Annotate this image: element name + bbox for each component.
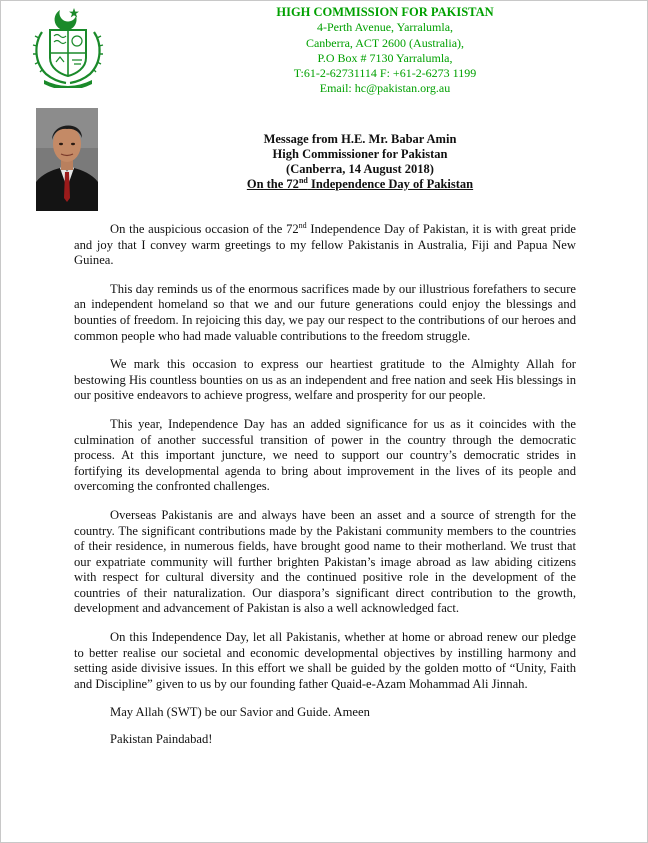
paragraph-text: On the auspicious occasion of the 72 xyxy=(110,222,299,236)
message-title xyxy=(210,132,510,192)
paragraph-sup: nd xyxy=(298,220,307,230)
title-occasion-sup: nd xyxy=(298,175,308,185)
title-occasion xyxy=(210,177,510,192)
paragraph xyxy=(74,222,576,269)
paragraph: On this Independence Day, let all Pakistanis, whether at home or abroad renew our pledge to better realise our societal and economic developmental objectives by instilling harmony and setting aside divisive issues. In this effort we shall be guided by the golden motto of “Unity, Faith and Discipline” given to us by our founding father Quaid-e-Azam Mohammad Ali Jinnah. xyxy=(74,630,576,691)
title-line: High Commissioner for Pakistan xyxy=(272,147,448,161)
letterhead xyxy=(240,5,530,97)
title-line: Message from H.E. Mr. Babar Amin xyxy=(263,132,457,146)
address-line: P.O Box # 7130 Yarralumla, xyxy=(317,50,453,65)
paragraph: We mark this occasion to express our heartiest gratitude to the Almighty Allah for bestowing His countless bounties on us as an independent and free nation and seek His blessings in our positive endeavors to achieve progress, welfare and prosperity for our people. xyxy=(74,357,576,403)
paragraph: This day reminds us of the enormous sacrifices made by our illustrious forefathers to secure an independent homeland so that we and our future generations could enjoy the blessings and bounties of freedom. In rejoicing this day, we pay our respect to the contributions of our heroes and common people who had made valuable contributions to the freedom struggle. xyxy=(74,281,576,343)
message-body xyxy=(74,222,576,759)
address-line: 4-Perth Avenue, Yarralumla, xyxy=(316,20,454,35)
phone-fax: T:61-2-62731114 F: +61-2-6273 1199 xyxy=(293,66,477,81)
address-line: Canberra, ACT 2600 (Australia), xyxy=(305,35,465,50)
closing-line: Pakistan Paindabad! xyxy=(110,732,213,747)
pakistan-state-emblem-icon xyxy=(30,6,106,88)
portrait-photo xyxy=(36,108,98,211)
email: Email: hc@pakistan.org.au xyxy=(319,81,451,96)
paragraph-text: Independence Day of Pakistan, it is with great pride and joy that I convey warm greetings to my fellow Pakistanis in Australia, Fiji and Papua New Guinea. xyxy=(74,222,577,268)
title-occasion-pre: On the 72 xyxy=(246,177,299,191)
title-occasion-post: Independence Day of Pakistan xyxy=(307,177,474,191)
organization-name: HIGH COMMISSION FOR PAKISTAN xyxy=(276,5,494,19)
closing-line: May Allah (SWT) be our Savior and Guide. Ameen xyxy=(110,705,370,720)
paragraph: This year, Independence Day has an added significance for us as it coincides with the culmination of another successful transition of power in the country through the democratic process. At this important juncture, we need to support our country’s democratic strides in fortifying its developmental agenda to bring about improvement in the lives of its people and overcoming the confronted challenges. xyxy=(74,416,576,494)
paragraph: Overseas Pakistanis are and always have been an asset and a source of strength for the country. The significant contributions made by the Pakistani community members to the countries of their residence, in numerous fields, have brought good name to their motherland. We trust that our expatriate community will further brighten Pakistan’s image abroad as law abiding citizens with respect for cultural diversity and the continued positive role in the development of the countries of their naturalization. Our diaspora’s significant direct contribution to the growth, development and advancement of Pakistan is also a well acknowledged fact. xyxy=(74,507,576,616)
title-line: (Canberra, 14 August 2018) xyxy=(286,162,434,176)
